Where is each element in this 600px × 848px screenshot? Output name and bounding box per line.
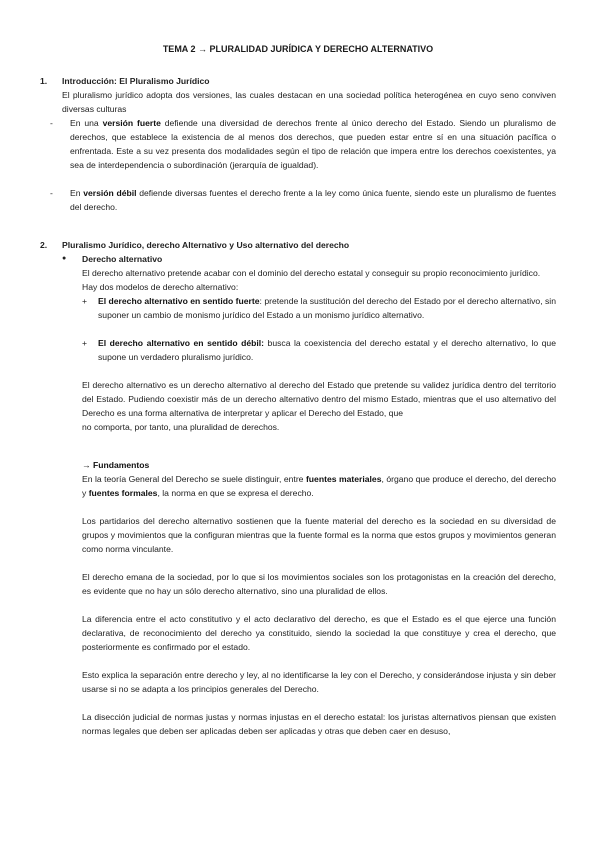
document-title: TEMA 2 → PLURALIDAD JURÍDICA Y DERECHO ALTERNATIVO bbox=[162, 44, 434, 54]
strong-sense-term: El derecho alternativo en sentido fuerte bbox=[98, 296, 260, 306]
section-1-number: 1. bbox=[40, 76, 48, 86]
strong-version-text: defiende una diversidad de derechos frente al único derecho del Estado. Siendo un pluralismo de derechos, que establece la existencia de al menos dos derechos, que pueden estar entre sí en una situación pacífica o enfrentada. Este a su vez presenta dos modalidades según el tipo de relación que impera entre los derechos coexistentes, ya sea de interdependencia o subordinación (jerarquía de igualdad). bbox=[70, 118, 557, 170]
section-1-intro: El pluralismo jurídico adopta dos versiones, las cuales destacan en una sociedad política heterogénea en cuyo seno conviven diversas culturas bbox=[62, 90, 556, 114]
dash-marker: - bbox=[50, 188, 53, 198]
derecho-alternativo-subheading bbox=[40, 252, 556, 266]
weak-version-pre: En bbox=[70, 188, 84, 198]
strong-sense-text: : pretende la sustitución del derecho del Estado por el derecho alternativo, sin suponer un cambio de monismo jurídico del Estado a un monismo jurídico alternativo. bbox=[98, 296, 556, 320]
f1-material-sources: fuentes materiales bbox=[305, 474, 382, 484]
f1-mid: , órgano que produce el derecho, del derecho y bbox=[82, 474, 556, 498]
weak-sense-text: busca la coexistencia del derecho estatal y el derecho alternativo, lo que supone un verdadero pluralismo jurídico. bbox=[98, 338, 556, 362]
strong-version-term: versión fuerte bbox=[102, 118, 161, 128]
plus-marker: + bbox=[82, 338, 88, 348]
alt-law-paragraph-3-text: El derecho alternativo es un derecho alternativo al derecho del Estado que pretende su validez jurídica dentro del territorio del Estado. Pudiendo coexistir más de un derecho alternativo dentro del mismo Estado, mientras que el uso alternativo del Derecho es una forma alternativa de interpretar y aplicar el Derecho del Estado, que bbox=[82, 380, 556, 418]
weak-version-text: defiende diversas fuentes el derecho frente a la ley como única fuente, siendo este un pluralismo de fuentes del derecho. bbox=[70, 188, 556, 212]
section-2-heading bbox=[40, 238, 556, 252]
fundamentos-heading bbox=[40, 458, 556, 472]
bullet-marker: ● bbox=[62, 255, 67, 262]
fundamentos-paragraph-3: El derecho emana de la sociedad, por lo que si los movimientos sociales son los protagonistas en la creación del derecho, es evidente que no hay un sólo derecho alternativo, sino una pluralidad de ellos. bbox=[82, 572, 556, 596]
fundamentos-paragraph-1 bbox=[40, 472, 556, 500]
f1-post: , la norma en que se expresa el derecho. bbox=[157, 488, 314, 498]
strong-version-pre: En una bbox=[70, 118, 103, 128]
weak-version-item bbox=[40, 186, 556, 214]
fundamentos-paragraph-5: Esto explica la separación entre derecho y ley, al no identificarse la ley con el Derecho, y considerándose injusta y sin deber usarse si no se adapta a los principios generales del Derecho. bbox=[82, 670, 556, 694]
alt-law-paragraph-3 bbox=[40, 378, 556, 434]
weak-sense-term: El derecho alternativo en sentido débil: bbox=[98, 338, 265, 348]
section-2-title: Pluralismo Jurídico, derecho Alternativo y Uso alternativo del derecho bbox=[62, 240, 350, 250]
f1-pre: En la teoría General del Derecho se suele distinguir, entre bbox=[82, 474, 306, 484]
fundamentos-title: → Fundamentos bbox=[82, 460, 150, 470]
alt-law-paragraph-2: Hay dos modelos de derecho alternativo: bbox=[82, 282, 239, 292]
strong-sense-item bbox=[40, 294, 556, 322]
alt-law-paragraph-3-end: no comporta, por tanto, una pluralidad de derechos. bbox=[82, 422, 280, 432]
fundamentos-paragraph-6: La disección judicial de normas justas y normas injustas en el derecho estatal: los juristas alternativos piensan que existen normas legales que deben ser aplicadas deben ser aplicadas y otras que deben caer en desuso, bbox=[82, 712, 556, 736]
plus-marker: + bbox=[82, 296, 88, 306]
subheading-text: Derecho alternativo bbox=[82, 254, 163, 264]
section-1-title: Introducción: El Pluralismo Jurídico bbox=[62, 76, 210, 86]
fundamentos-paragraph-2: Los partidarios del derecho alternativo sostienen que la fuente material del derecho es la sociedad en su diversidad de grupos y movimientos que la configuran mientras que la fuente formal es la norma que estos grupos y movimientos generan como norma vinculante. bbox=[82, 516, 556, 554]
section-2-number: 2. bbox=[40, 240, 48, 250]
dash-marker: - bbox=[50, 118, 53, 128]
strong-version-item bbox=[40, 116, 556, 172]
weak-version-term: versión débil bbox=[83, 188, 137, 198]
fundamentos-paragraph-4: La diferencia entre el acto constitutivo y el acto declarativo del derecho, es que el Estado es el que ejerce una función declarativa, de reconocimiento del derecho ya constituido, siendo la sociedad la que constituye y crea el derecho, que posteriormente es confirmado por el estado. bbox=[82, 614, 556, 652]
alt-law-paragraph-1: El derecho alternativo pretende acabar con el dominio del derecho estatal y conseguir su propio reconocimiento jurídico. bbox=[82, 268, 541, 278]
f1-formal-sources: fuentes formales bbox=[88, 488, 158, 498]
weak-sense-item bbox=[40, 336, 556, 364]
section-1-heading bbox=[40, 74, 556, 88]
